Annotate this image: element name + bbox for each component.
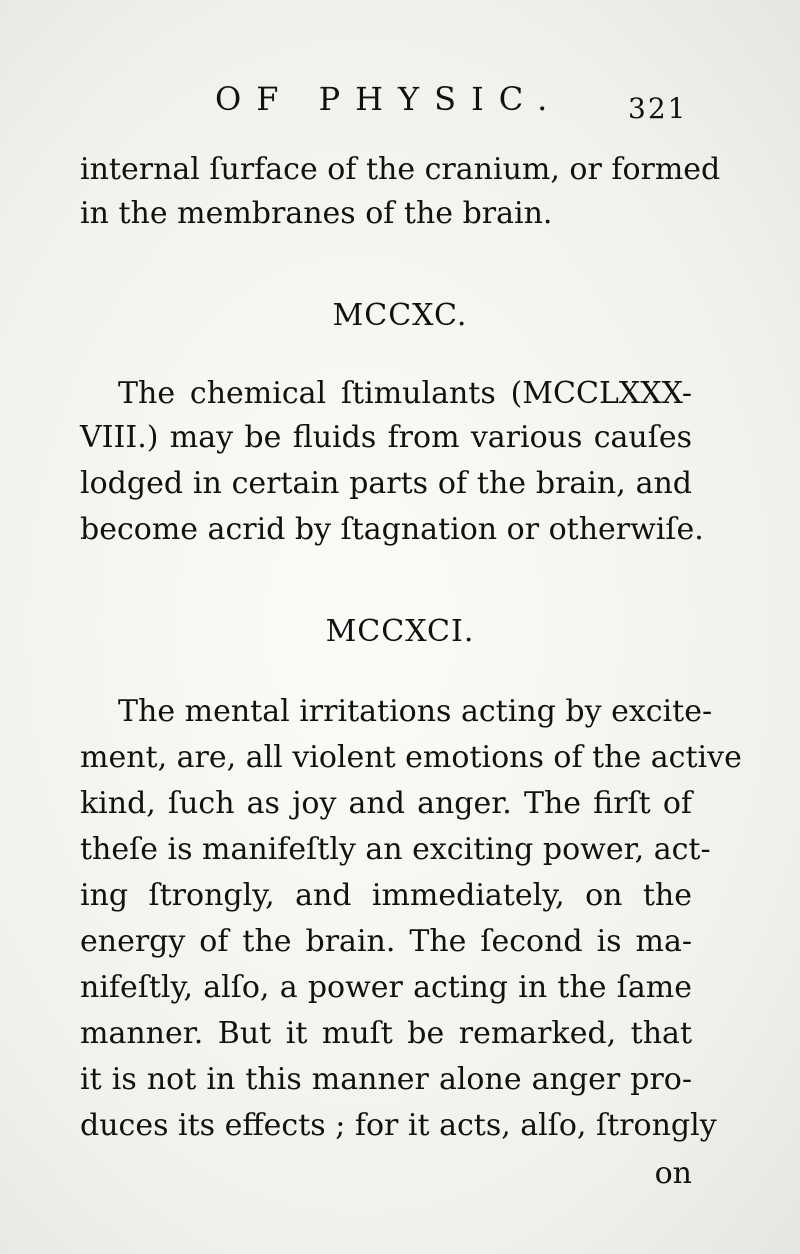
running-title: OF PHYSIC. bbox=[215, 80, 563, 118]
text-line: theſe is manifeſtly an exciting power, act- bbox=[80, 832, 711, 867]
text-line: ing ſtrongly, and immediately, on the bbox=[80, 878, 692, 913]
text-line: internal ſurface of the cranium, or formed bbox=[80, 152, 721, 187]
text-line: manner. But it muſt be remarked, that bbox=[80, 1016, 692, 1051]
text-line: nifeſtly, alſo, a power acting in the ſame bbox=[80, 970, 692, 1005]
page-number: 321 bbox=[628, 92, 688, 125]
section-heading: MCCXC. bbox=[332, 298, 468, 333]
text-line: kind, ſuch as joy and anger. The firſt of bbox=[80, 786, 692, 821]
text-line: it is not in this manner alone anger pro- bbox=[80, 1062, 692, 1097]
text-line: duces its effects ; for it acts, alſo, ſtrongly bbox=[80, 1108, 717, 1143]
text-line: VIII.) may be fluids from various cauſes bbox=[80, 420, 692, 455]
text-line: The mental irritations acting by excite- bbox=[118, 694, 713, 729]
text-line: The chemical ſtimulants (MCCLXXX- bbox=[118, 376, 692, 411]
text-line: in the membranes of the brain. bbox=[80, 196, 553, 231]
section-heading: MCCXCI. bbox=[325, 614, 475, 649]
catchword: on bbox=[654, 1156, 692, 1191]
text-line: energy of the brain. The ſecond is ma- bbox=[80, 924, 692, 959]
text-line: ment, are, all violent emotions of the active bbox=[80, 740, 742, 775]
text-line: lodged in certain parts of the brain, and bbox=[80, 466, 692, 501]
text-line: become acrid by ſtagnation or otherwiſe. bbox=[80, 512, 704, 547]
